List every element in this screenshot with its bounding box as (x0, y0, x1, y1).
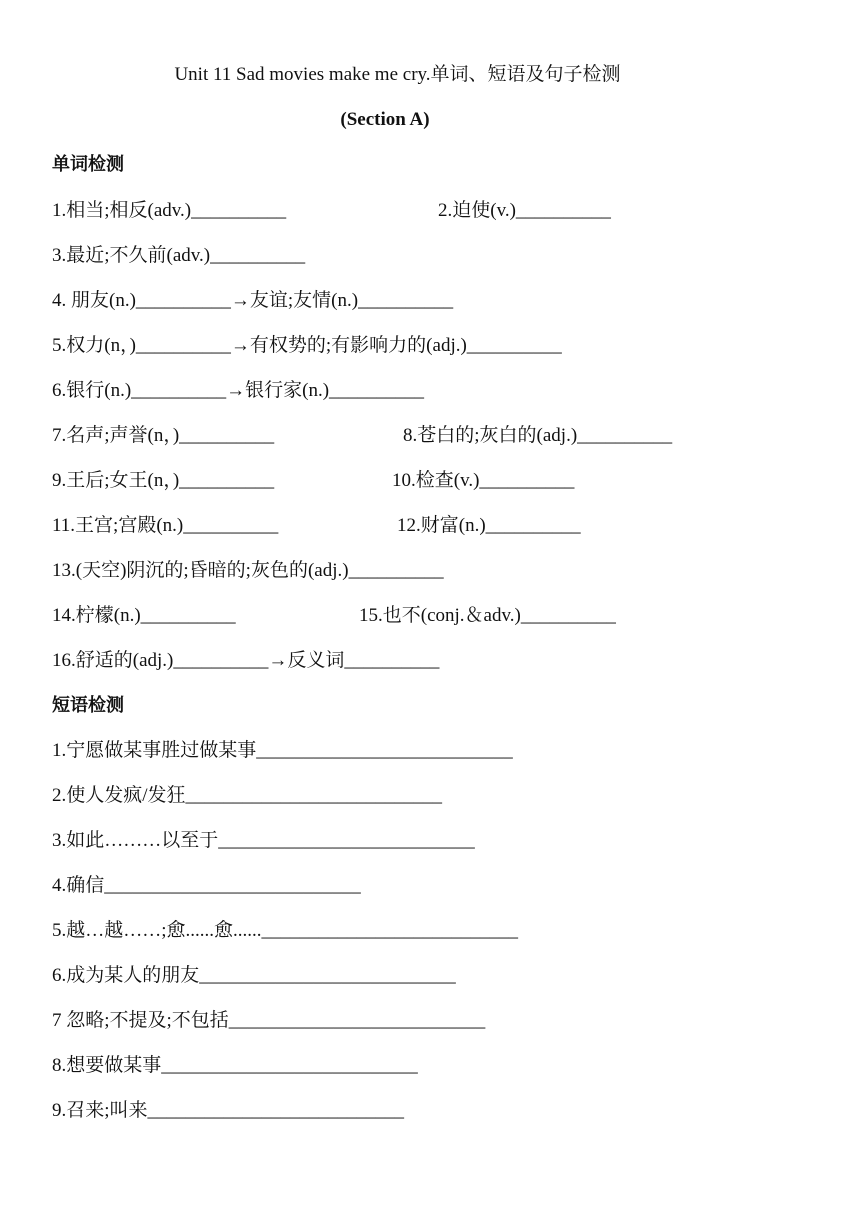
phrase-item-3: 3.如此………以至于___________________________ (52, 830, 475, 851)
phrase-item-1: 1.宁愿做某事胜过做某事___________________________ (52, 740, 513, 761)
word-item-4: 4. 朋友(n.)__________→友谊;友情(n.)__________ (52, 290, 454, 311)
phrase-item-2: 2.使人发疯/发狂___________________________ (52, 785, 443, 806)
word-item-10: 10.检查(v.)__________ (392, 470, 575, 491)
phrase-item-9: 9.召来;叫来___________________________ (52, 1100, 405, 1121)
phrase-item-7: 7 忽略;不提及;不包括___________________________ (52, 1010, 486, 1031)
page-title: Unit 11 Sad movies make me cry.单词、短语及句子检测 (174, 64, 621, 85)
word-item-5: 5.权力(n，)__________→有权势的;有影响力的(adj.)__________ (52, 335, 562, 356)
phrase-item-6: 6.成为某人的朋友___________________________ (52, 965, 456, 986)
word-item-9: 9.王后;女王(n，)__________ (52, 470, 275, 491)
phrase-item-8: 8.想要做某事___________________________ (52, 1055, 418, 1076)
section-subtitle: (Section A) (340, 109, 430, 130)
word-item-7: 7.名声;声誉(n，)__________ (52, 425, 275, 446)
word-item-11: 11.王宫;宫殿(n.)__________ (52, 515, 279, 536)
words-heading: 单词检测 (52, 154, 124, 175)
phrase-item-4: 4.确信___________________________ (52, 875, 361, 896)
word-item-13: 13.(天空)阴沉的;昏暗的;灰色的(adj.)__________ (52, 560, 444, 581)
word-item-1: 1.相当;相反(adv.)__________ (52, 200, 287, 221)
word-item-3: 3.最近;不久前(adv.)__________ (52, 245, 306, 266)
word-item-14: 14.柠檬(n.)__________ (52, 605, 236, 626)
phrase-item-5: 5.越…越……;愈......愈......___________________________ (52, 920, 519, 941)
word-item-6: 6.银行(n.)__________→银行家(n.)__________ (52, 380, 425, 401)
word-item-8: 8.苍白的;灰白的(adj.)__________ (403, 425, 673, 446)
word-item-16: 16.舒适的(adj.)__________→反义词__________ (52, 650, 440, 671)
word-item-15: 15.也不(conj.＆adv.)__________ (359, 605, 616, 626)
word-item-2: 2.迫使(v.)__________ (438, 200, 611, 221)
phrases-heading: 短语检测 (52, 695, 124, 716)
word-item-12: 12.财富(n.)__________ (397, 515, 581, 536)
